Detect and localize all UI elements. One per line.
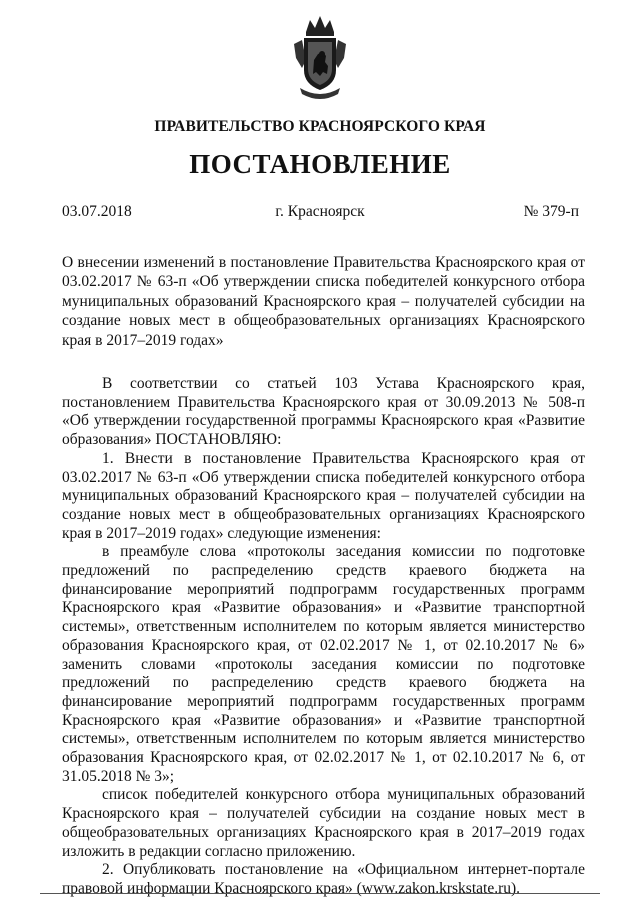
government-name: ПРАВИТЕЛЬСТВО КРАСНОЯРСКОГО КРАЯ bbox=[154, 118, 486, 135]
document-subject: О внесении изменений в постановление Правительства Красноярского края от 03.02.2017 № 63-п «Об утверждении списка победителей конкурсного отбора муниципальных образований Красноярского края – получателей субсидии на создание новых мест в общеобразовательных организациях Красноярского края в 2017–2019 годах» bbox=[62, 254, 585, 349]
document-type-title: ПОСТАНОВЛЕНИЕ bbox=[189, 149, 451, 179]
body-paragraph-preamble-change: в преамбуле слова «протоколы заседания комиссии по подготовке предложений по распределению средств краевого бюджета на финансирование мероприятий подпрограмм государственных программ Красноярского края «Развитие образования» и «Развитие транспортной системы», ответственным исполнителем по которым является министерство образования Красноярского края, от 02.02.2017 № 1, от 02.10.2017 № 6» заменить словами «протоколы заседания комиссии по подготовке предложений по распределению средств краевого бюджета на финансирование мероприятий подпрограмм государственных программ Красноярского края «Развитие образования» и «Развитие транспортной системы», ответственным исполнителем по которым является министерство образования Красноярского края, от 02.02.2017 № 1, от 02.10.2017 № 6, от 31.05.2018 № 3»; bbox=[62, 543, 585, 785]
document-number: № 379-п bbox=[523, 203, 579, 220]
page-bottom-divider bbox=[40, 893, 600, 894]
coat-of-arms-icon bbox=[292, 14, 348, 100]
document-city: г. Красноярск bbox=[275, 203, 365, 220]
body-paragraph-list-change: список победителей конкурсного отбора муниципальных образований Красноярского края – получателей субсидии на создание новых мест в общеобразовательных организациях Красноярского края в 2017–2019 годах изложить в редакции согласно приложению. bbox=[62, 786, 585, 860]
body-paragraph-preamble: В соответствии со статьей 103 Устава Красноярского края, постановлением Правительства Красноярского края от 30.09.2013 № 508-п «Об утверждении государственной программы Красноярского края «Развитие образования» ПОСТАНОВЛЯЮ: bbox=[62, 375, 585, 449]
document-date: 03.07.2018 bbox=[62, 203, 132, 220]
document-body bbox=[62, 375, 585, 899]
body-paragraph-item-1: 1. Внести в постановление Правительства Красноярского края от 03.02.2017 № 63-п «Об утверждении списка победителей конкурсного отбора муниципальных образований Красноярского края – получателей субсидии на создание новых мест в общеобразовательных организациях Красноярского края в 2017–2019 годах» следующие изменения: bbox=[62, 449, 585, 542]
body-paragraph-item-2: 2. Опубликовать постановление на «Официальном интернет-портале правовой информации Красноярского края» (www.zakon.krskstate.ru). bbox=[62, 861, 585, 897]
